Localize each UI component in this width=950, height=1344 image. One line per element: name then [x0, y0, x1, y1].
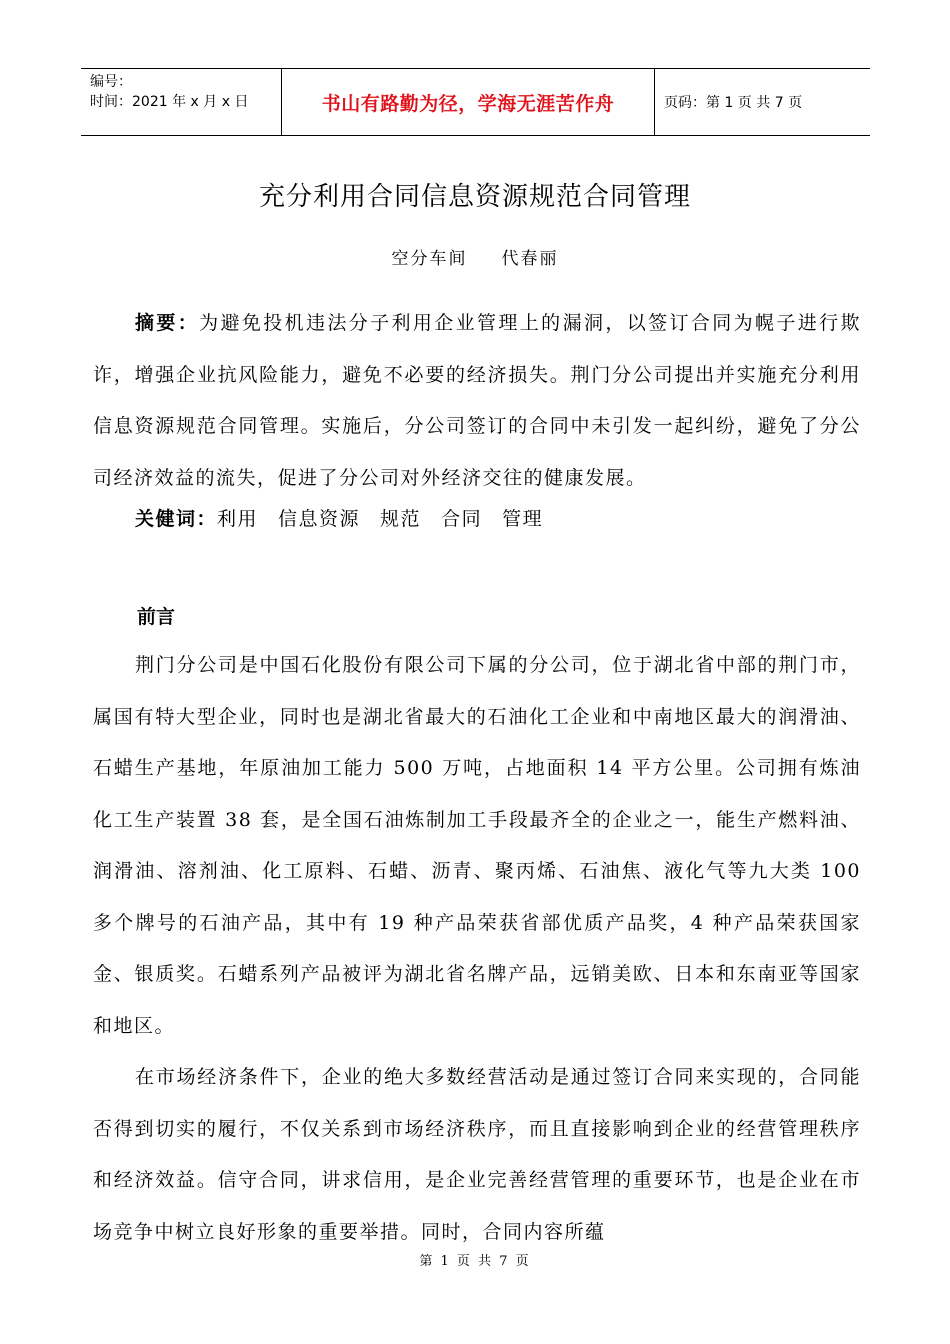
keywords-block — [93, 494, 861, 546]
keyword: 管理 — [502, 508, 544, 530]
abstract-paragraph — [93, 298, 861, 504]
document-number-label: 编号： — [90, 74, 132, 90]
abstract-label: 摘要： — [135, 312, 200, 334]
author-name: 代春丽 — [501, 249, 559, 269]
author-department: 空分车间 — [391, 249, 468, 269]
header-page-info: 页码：第 1 页 共 7 页 — [664, 95, 803, 111]
header-motto: 书山有路勤为径，学海无涯苦作舟 — [282, 69, 655, 135]
abstract-block — [93, 298, 861, 504]
keyword: 利用 — [217, 508, 259, 530]
keyword: 规范 — [380, 508, 422, 530]
keyword: 合同 — [441, 508, 483, 530]
keywords-label: 关健词： — [135, 508, 218, 530]
header-meta-cell — [81, 69, 282, 135]
keywords-paragraph — [93, 494, 861, 546]
author-line — [0, 244, 950, 269]
page-footer: 第 1 页 共 7 页 — [419, 1254, 531, 1269]
document-header — [81, 68, 870, 136]
body-paragraph: 在市场经济条件下，企业的绝大多数经营活动是通过签订合同来实现的，合同能否得到切实的履行，不仅关系到市场经济秩序，而且直接影响到企业的经营管理秩序和经济效益。信守合同，讲求信用，是企业完善经营管理的重要环节，也是企业在市场竞争中树立良好形象的重要举措。同时，合同内容所蕴 — [93, 1066, 861, 1243]
section-heading: 前言 — [137, 606, 176, 628]
document-title: 充分利用合同信息资源规范合同管理 — [258, 182, 691, 212]
keyword: 信息资源 — [278, 508, 361, 530]
abstract-text: 为避免投机违法分子利用企业管理上的漏洞，以签订合同为幌子进行欺诈，增强企业抗风险能力，避免不必要的经济损失。荆门分公司提出并实施充分利用信息资源规范合同管理。实施后，分公司签订的合同中未引发一起纠纷，避免了分公司经济效益的流失，促进了分公司对外经济交往的健康发展。 — [93, 312, 861, 489]
body-paragraph: 荆门分公司是中国石化股份有限公司下属的分公司，位于湖北省中部的荆门市，属国有特大型企业，同时也是湖北省最大的石油化工企业和中南地区最大的润滑油、石蜡生产基地，年原油加工能力 500 万吨，占地面积 14 平方公里。公司拥有炼油化工生产装置 38 套，是全国石油炼制加工手段最齐全的企业之一，能生产燃料油、润滑油、溶剂油、化工原料、石蜡、沥青、聚丙烯、石油焦、液化气等九大类 100 多个牌号的石油产品，其中有 19 种产品荣获省部优质产品奖，4 种产品荣获国家金、银质奖。石蜡系列产品被评为湖北省名牌产品，远销美欧、日本和东南亚等国家和地区。 — [93, 654, 861, 1037]
document-date: 时间：2021 年 x 月 x 日 — [90, 94, 249, 110]
introduction-body — [93, 640, 861, 1258]
